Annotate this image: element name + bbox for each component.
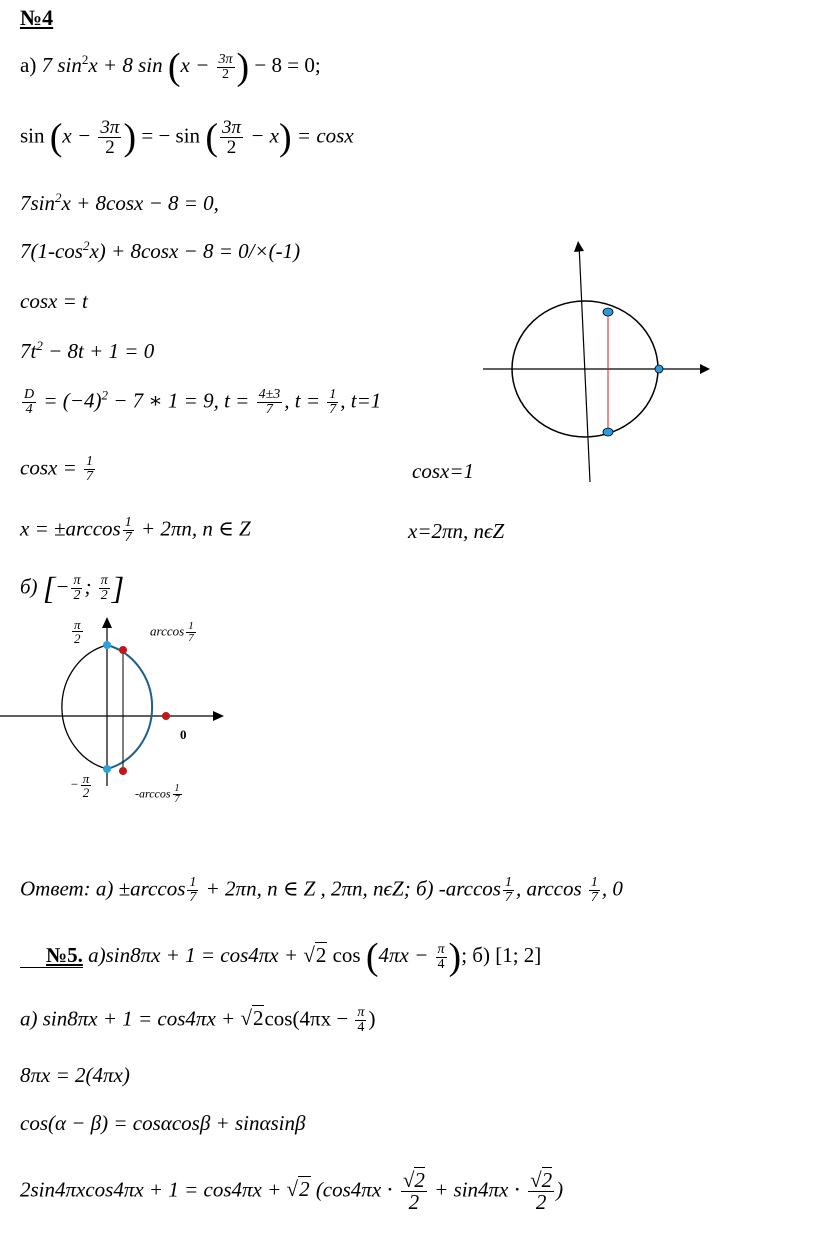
expr: x + 8 sin	[88, 53, 168, 78]
fraction: $\frac{3\pi}{2}$	[221, 117, 241, 158]
x-axis-arrow	[213, 711, 224, 721]
x-solution-2: x=2πn, nϵZ	[408, 519, 505, 543]
interval-b: б) [− $\frac{\pi}{2}$ ; $\frac{\pi}{2}$ ]	[20, 569, 125, 606]
expr: sin	[20, 123, 50, 148]
substitution-line: cosx = t	[20, 289, 88, 313]
answer-line: Ответ: а) ±arccos $\frac{1}{7}$ + 2πn, n ∈ Z , 2πn, nϵZ; б) -arccos $\frac{1}{7}$ , arccos $\frac{1}{7}$ , 0	[20, 875, 623, 905]
equation-line-4: $7(1-\cos^2x) + 8\cos x - 8 = 0/\times(-1)$	[20, 238, 301, 263]
label-minus-arccos: -arccos $\frac{1}{7}$	[135, 783, 180, 805]
point-minus-pi-half	[103, 765, 111, 773]
label-arccos-top: arccos $\frac{1}{7}$	[150, 620, 194, 644]
cos-root-2: cosx=1	[412, 459, 474, 483]
cos-root-line: cosx = $\frac{1}{7}$	[20, 454, 93, 484]
expr: x −	[62, 123, 97, 148]
expr: 7 sin	[41, 53, 82, 78]
task-4-title: №4	[20, 5, 54, 30]
point-zero	[162, 712, 170, 720]
label-zero: 0	[180, 727, 187, 742]
expr: = − sin	[136, 123, 206, 148]
task-5-title: №5.	[20, 943, 83, 968]
quadratic-line: $7t^2 - 8t + 1 = 0$	[20, 338, 155, 363]
unit-circle-diagram	[478, 238, 718, 486]
reduction-formula-line: sin (x − $\frac{3\pi}{2}$ ) = − sin ( $\frac{3\pi}{2}$ − x) = cosx	[20, 116, 354, 159]
point-arccos	[119, 646, 127, 654]
task-5-statement: №5. а)sin8πx + 1 = cos4πx + √2 cos (4πx − $\frac{\pi}{4}$ ); б) [1; 2]	[20, 942, 541, 972]
discriminant-line: $\frac{D}{4}$ = $(-4)^2 - 7$ ∗ 1 = 9, t = $\frac{4\pm 3}{7}$ , t = $\frac{1}{7}$ , t=1	[24, 387, 382, 417]
expr: − x	[245, 123, 279, 148]
equation-line-3: $7\sin^2x + 8\cos x - 8 = 0$,	[20, 190, 219, 215]
label-a: а)	[20, 53, 42, 78]
y-axis	[579, 244, 590, 482]
label-pi-half: $\frac{\pi}{2}$	[74, 617, 81, 646]
circle-left-arc	[62, 645, 107, 769]
x-solution-line: x = ±arccos $\frac{1}{7}$ + 2πn, n ∈ Z	[20, 515, 251, 545]
exp: 2	[81, 52, 89, 68]
point-arccos-bottom	[603, 428, 613, 436]
point-pi-half	[103, 641, 111, 649]
expr: = cosx	[291, 123, 354, 148]
point-minus-arccos	[119, 767, 127, 775]
expr: x −	[180, 53, 215, 78]
x-axis-arrow	[700, 364, 710, 374]
double-angle-line: 8πx = 2(4πx)	[20, 1063, 130, 1087]
circle-right-arc	[107, 645, 152, 769]
expanded-equation-line: 2sin4πxcos4πx + 1 = cos4πx + √2 (cos4πx ⋅ $\frac{√2}{2}$ + sin4πx ⋅ $\frac{√2}{2}$ )	[20, 1168, 564, 1214]
expr: − 8 = 0;	[249, 53, 321, 78]
interval-circle-diagram	[0, 615, 240, 815]
fraction: $\frac{3\pi}{2}$	[218, 51, 233, 82]
y-axis-arrow	[574, 241, 584, 252]
label-minus-pi-half: − $\frac{\pi}{2}$	[70, 771, 90, 800]
cos-difference-formula: cos(α − β) = cosαcosβ + sinαsinβ	[20, 1111, 306, 1135]
y-axis-arrow	[102, 617, 112, 628]
point-zero	[655, 365, 663, 373]
fraction: $\frac{3\pi}{2}$	[100, 117, 120, 158]
equation-a-statement: а) 7 $\sin^2x + 8$ sin (x − $\frac{3\pi}{2}$ ) − 8 = 0;	[20, 46, 321, 88]
point-arccos-top	[603, 308, 613, 316]
task-5-a-line: а) sin8πx + 1 = cos4πx + √2cos(4πx − $\frac{\pi}{4}$ )	[20, 1005, 376, 1035]
